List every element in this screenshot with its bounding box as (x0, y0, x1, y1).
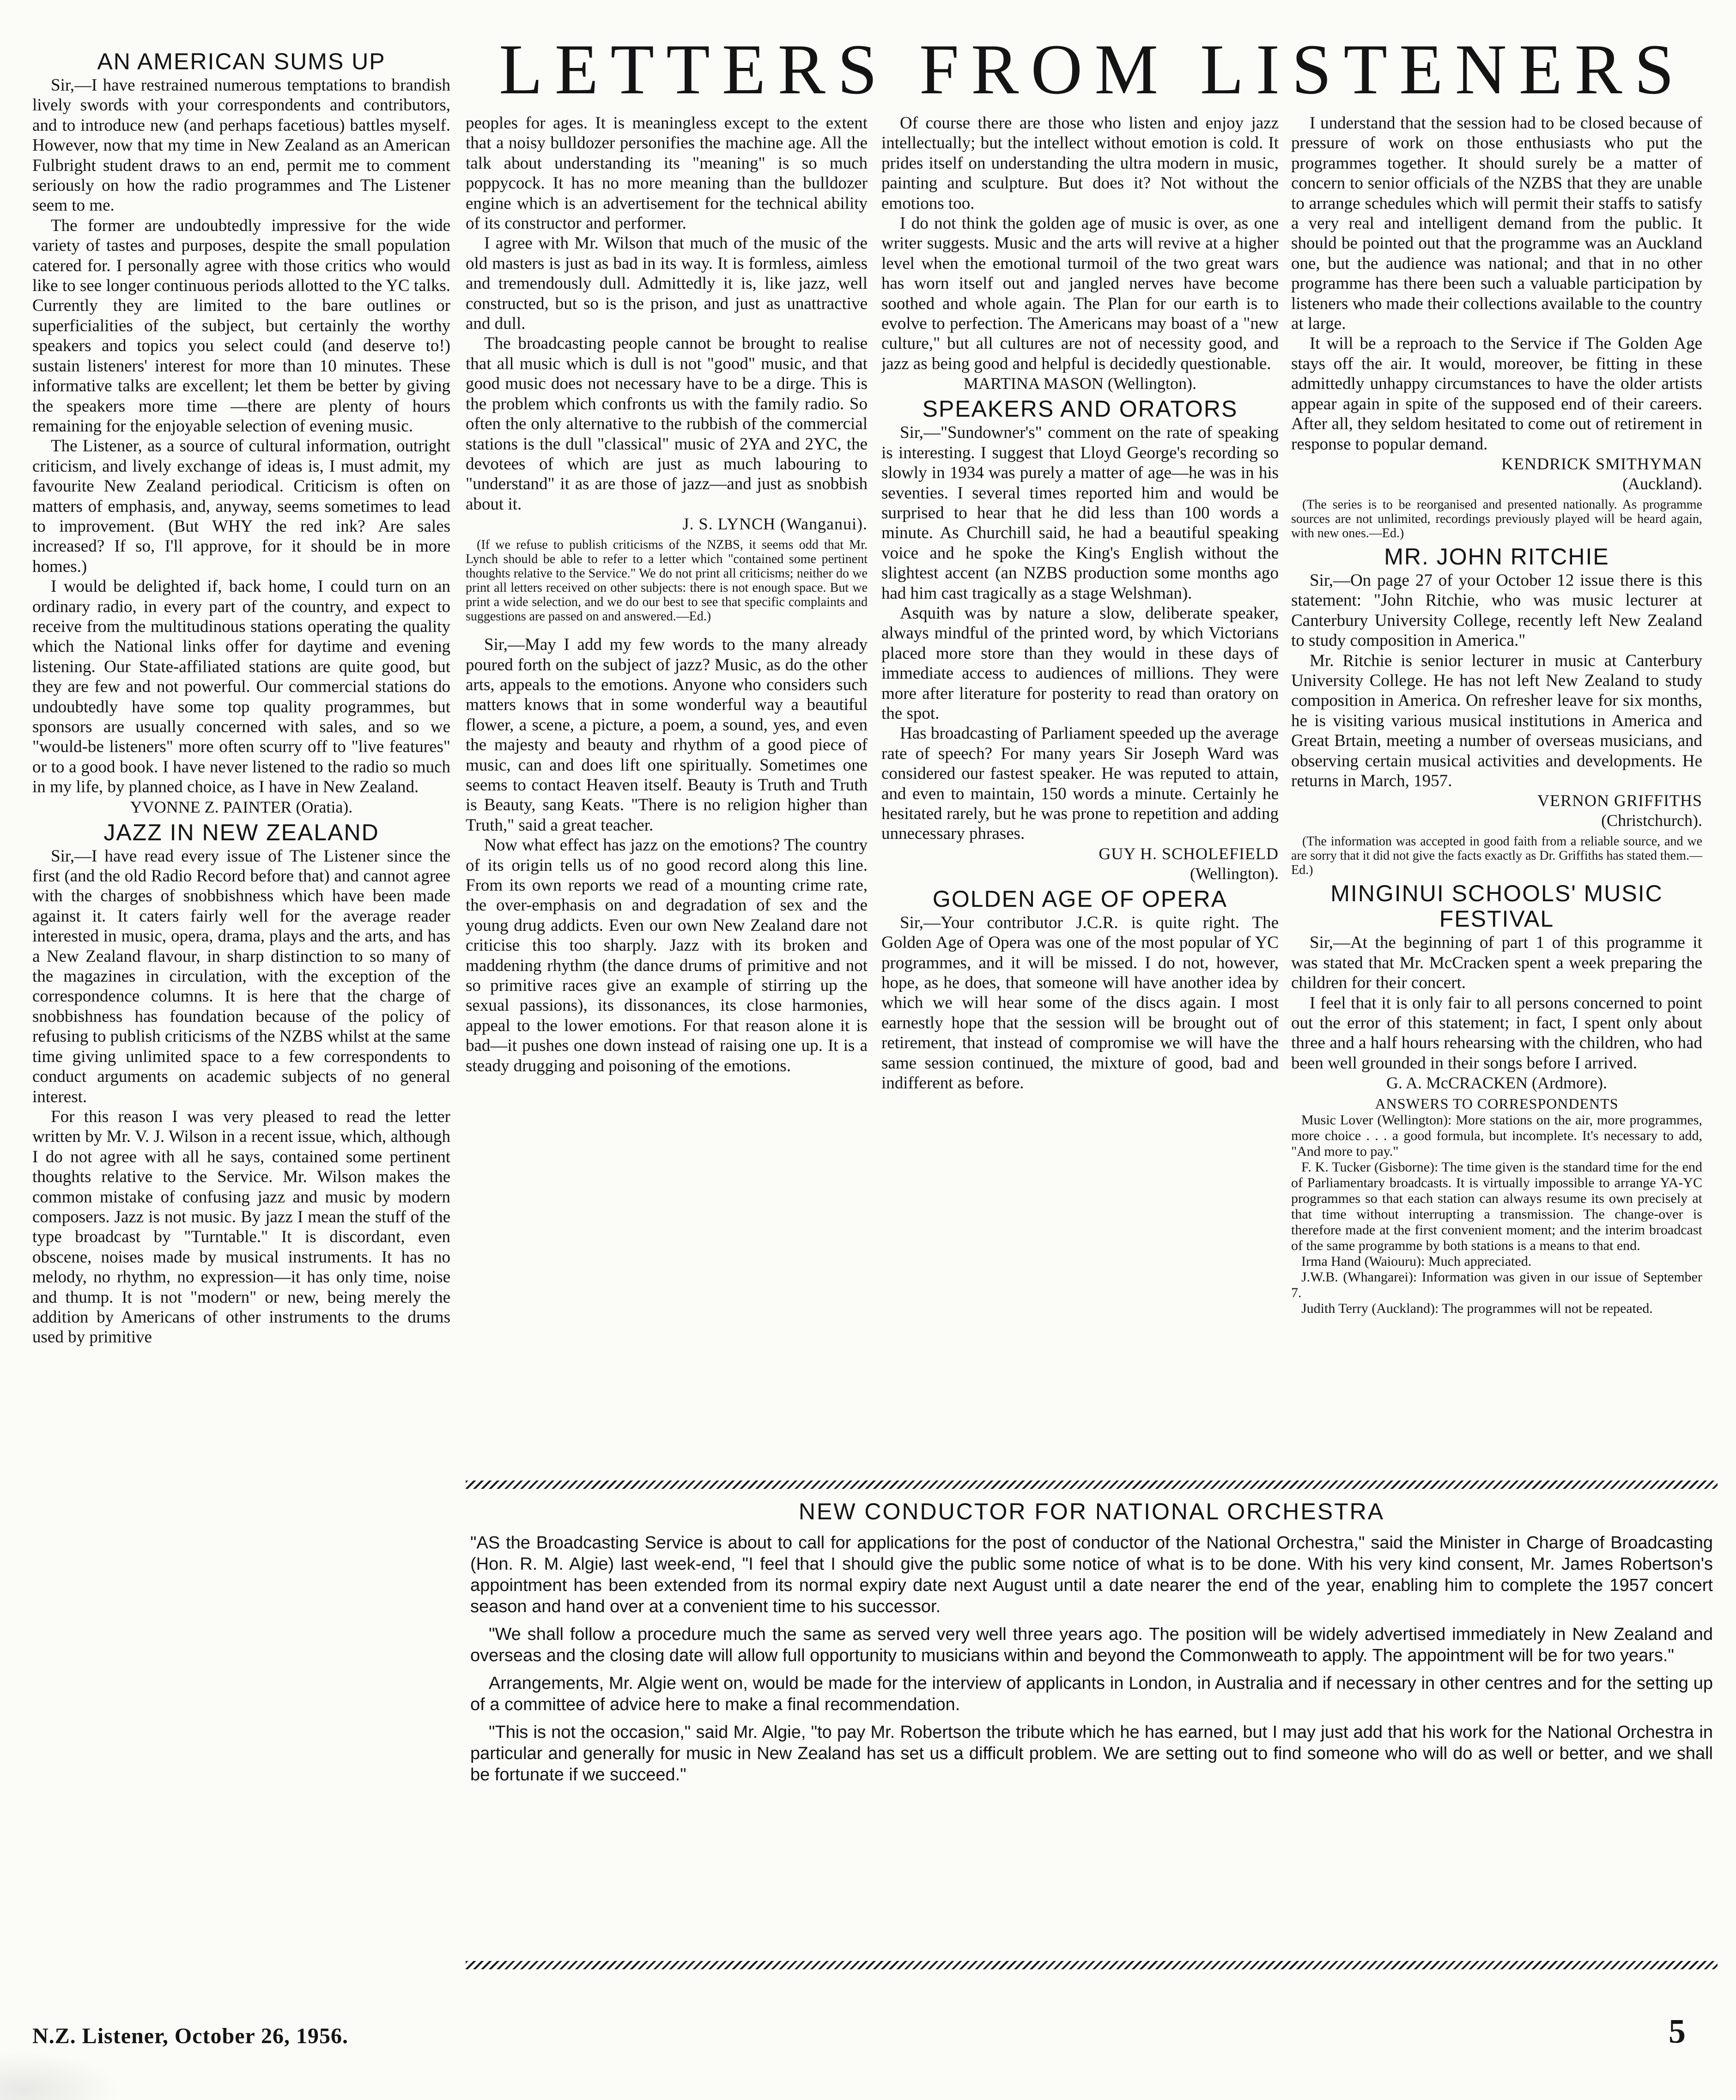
paragraph: For this reason I was very pleased to read the letter written by Mr. V. J. Wilson in a recent issue, which, although I do not agree with all he says, contained some pertinent thoughts relative to the Service. Mr. Wilson makes the common mistake of confusing jazz and music by modern composers. Jazz is not music. By jazz I mean the stuff of the type broadcast by "Turntable." It is discordant, even obscene, noises made by musical instruments. It has no melody, no rhythm, no expression—it has only time, noise and thump. It is not "modern" or new, being merely the addition by Americans of other instruments to the drums used by primitive (32, 1107, 450, 1347)
box-title: NEW CONDUCTOR FOR NATIONAL ORCHESTRA (798, 1499, 1385, 1524)
paragraph: The former are undoubtedly impressive for the wide variety of tastes and purposes, despite the small population catered for. I personally agree with those critics who would like to see longer continuous periods allotted to the YC talks. Currently they are limited to the bare outlines or superficialities of the subject, but certainly the worthy speakers and topics you select could (and deserve to!) sustain listeners' interest for more than 10 minutes. These informative talks are excellent; let them be better by giving the speakers more time —there are plenty of hours remaining for the enjoyable selection of evening music. (32, 216, 450, 436)
signature: MARTINA MASON (Wellington). (964, 374, 1196, 393)
paragraph: Sir,—At the beginning of part 1 of this programme it was stated that Mr. McCracken spent a week preparing the children for their concert. (1291, 933, 1702, 993)
heading-speakers-and-orators: SPEAKERS AND ORATORS (922, 396, 1238, 422)
column-1 (32, 46, 450, 1347)
answer-item: Irma Hand (Waiouru): Much appreciated. (1301, 1254, 1532, 1269)
paragraph: "This is not the occasion," said Mr. Algie, "to pay Mr. Robertson the tribute which he has earned, but I may just add that his work for the National Orchestra in particular and generally for music in New Zealand has set us a difficult problem. We are setting out to find someone who will do as well or better, and we shall be fortunate if we succeed." (470, 1723, 1713, 1784)
signature-place: (Auckland). (1622, 474, 1702, 493)
page-number: 5 (1669, 2013, 1686, 2051)
paper-stain (0, 2051, 120, 2100)
paragraph: Now what effect has jazz on the emotions? The country of its origin tells us of no good record along this line. From its own reports we read of a mounting crime rate, the over-emphasis on and degradation of sex and the young drug addicts. Even our own New Zealand dare not criticise this too sharply. Jazz with its broken and maddening rhythm (the dance drums of primitive and not so primitive races give an example of stirring up the sexual passions), its dissonances, its close harmonies, appeal to the lower emotions. For that reason alone it is bad—it pushes one down instead of raising one up. It is a steady drugging and poisoning of the emotions. (466, 836, 868, 1075)
editor-note: (The series is to be reorganised and presented nationally. As programme sources are not unlimited, recordings previously played will be heard again, with new ones.—Ed.) (1291, 497, 1702, 540)
paragraph: I would be delighted if, back home, I could turn on an ordinary radio, in every part of the country, and expect to receive from the multitudinous stations operating the quality which the National links offer for daytime and evening listening. Our State-affiliated stations are quite good, but they are few and not powerful. Our commercial stations do undoubtedly have some top quality programmes, but sponsors are usually concerned with sales, and so we "would-be listeners" more often scurry off to "live features" or to a good book. I have never listened to the radio so much in my life, by planned choice, as I have in New Zealand. (32, 577, 450, 797)
answer-item: Music Lover (Wellington): More stations on the air, more programmes, more choice . . . a good formula, but incomplete. It's necessary to add, "And more to pay." (1291, 1112, 1702, 1159)
signature: VERNON GRIFFITHS (1537, 791, 1702, 810)
paragraph: Sir,—I have restrained numerous temptations to brandish lively swords with your correspondents and contributors, and to introduce new (and perhaps facetious) battles myself. However, now that my time in New Zealand as an American Fulbright student draws to an end, permit me to comment seriously on how the radio programmes and The Listener seem to me. (32, 76, 450, 215)
issue-footer: N.Z. Listener, October 26, 1956. (32, 2024, 348, 2048)
signature: GUY H. SCHOLEFIELD (1099, 844, 1279, 863)
heading-mr-john-ritchie: MR. JOHN RITCHIE (1384, 543, 1609, 570)
answers-to-correspondents (1291, 1096, 1702, 1317)
paragraph: "AS the Broadcasting Service is about to call for applications for the post of conductor of the National Orchestra," said the Minister in Charge of Broadcasting (Hon. R. M. Algie) last week-end, "I feel that I should give the public some notice of what is to be done. With his very kind consent, Mr. James Robertson's appointment has been extended from its normal expiry date next August until a date nearer the end of the year, enabling him to complete the 1957 concert season and hand over at a convenient time to his successor. (470, 1533, 1713, 1616)
signature: G. A. McCRACKEN (Ardmore). (1386, 1074, 1607, 1092)
paragraph: "We shall follow a procedure much the same as served very well three years ago. The position will be widely advertised immediately in New Zealand and overseas and the closing date will allow full opportunity to musicians within and beyond the Commonweath to apply. The appointment will be for two years." (470, 1625, 1713, 1665)
masthead-title: LETTERS FROM LISTENERS (499, 30, 1686, 109)
paragraph: I feel that it is only fair to all persons concerned to point out the error of this statement; in fact, I spent only about three and a half hours rehearsing with the children, who had been well grounded in their songs before I arrived. (1291, 993, 1702, 1073)
paragraph: Sir,—I have read every issue of The Listener since the first (and the old Radio Record before that) and cannot agree with the charges of snobbishness which have been made against it. It caters fairly well for the average reader interested in music, opera, drama, plays and the arts, and has a New Zealand flavour, in sharp distinction to so many of the magazines in circulation, with the exception of the correspondence columns. It is here that the charge of snobbishness has foundation because of the policy of refusing to publish criticisms of the NZBS whilst at the same time giving unlimited space to a few correspondents to conduct arguments on academic subjects of no general interest. (32, 846, 450, 1106)
paragraph: Asquith was by nature a slow, deliberate speaker, always mindful of the printed word, by which Victorians placed more store than they would in these days of immediate access to audiences of millions. They were more after literature for posterity to read than oratory on the spot. (881, 603, 1279, 723)
heading-jazz-in-new-zealand: JAZZ IN NEW ZEALAND (103, 819, 379, 845)
column-2 (466, 113, 868, 1474)
wavy-rule-top (466, 1481, 1718, 1489)
paragraph: Sir,—Your contributor J.C.R. is quite right. The Golden Age of Opera was one of the most popular of YC programmes, and it will be missed. I do not, however, hope, as he does, that someone will have another idea by which we will hear some of the discs again. I most earnestly hope that the session will be brought out of retirement, that instead of compromise we will have the same session continued, the mixture of good, bad and indifferent as before. (881, 913, 1279, 1093)
paragraph: The Listener, as a source of cultural information, outright criticism, and lively exchange of ideas is, I must admit, my favourite New Zealand periodical. Criticism is often on matters of emphasis, and, anyway, seems sometimes to lead to improvement. (But WHY the red ink? Are sales increased? If so, I'll approve, for it should be in more homes.) (32, 437, 450, 576)
orchestra-box (466, 1481, 1718, 1973)
paragraph: Of course there are those who listen and enjoy jazz intellectually; but the intellect without emotion is cold. It prides itself on understanding the ultra modern in music, painting and sculpture. But does it? Not without the emotions too. (881, 114, 1279, 213)
editor-note: (The information was accepted in good faith from a reliable source, and we are sorry that it did not give the facts exactly as Dr. Griffiths has stated them.—Ed.) (1291, 834, 1702, 878)
signature-place: (Wellington). (1190, 864, 1279, 883)
signature-place: (Christchurch). (1601, 811, 1702, 830)
paragraph: I understand that the session had to be closed because of pressure of work on those enthusiasts who put the programmes together. It should surely be a matter of concern to senior officials of the NZBS that they are unable to arrange schedules which will permit their staffs to satisfy a very real and intelligent demand from the public. It should be pointed out that the programme was an Auckland one, but the audience was national; and that in no other programme has there been such a valuable participation by listeners who made their collections available to the country at large. (1291, 114, 1702, 334)
paragraph: Mr. Ritchie is senior lecturer in music at Canterbury University College. He has not left New Zealand to study composition in America. On refresher leave for six months, he is visiting various musical institutions in America and Great Brtain, meeting a number of overseas musicians, and observing certain musical activities and developments. He returns in March, 1957. (1291, 651, 1702, 790)
wavy-rule-bottom (466, 1961, 1718, 1969)
paragraph: Arrangements, Mr. Algie went on, would be made for the interview of applicants in London, in Australia and if necessary in other centres and for the setting up of a committee of advice here to make a final recommendation. (470, 1674, 1713, 1714)
paragraph: Has broadcasting of Parliament speeded up the average rate of speech? For many years Sir Joseph Ward was considered our fastest speaker. He was reputed to attain, and even to maintain, 150 words a minute. Certainly he hesitated rarely, but he was prone to repetition and adding unnecessary phrases. (881, 724, 1279, 844)
signature: YVONNE Z. PAINTER (Oratia). (130, 797, 353, 816)
answer-item: J.W.B. (Whangarei): Information was given in our issue of September 7. (1291, 1269, 1702, 1301)
heading-golden-age-of-opera: GOLDEN AGE OF OPERA (932, 886, 1228, 912)
heading-minginui-music-festival: MINGINUI SCHOOLS' MUSIC FESTIVAL (1330, 880, 1663, 932)
paragraph: Sir,—"Sundowner's" comment on the rate of speaking is interesting. I suggest that Lloyd George's recording so slowly in 1934 was purely a matter of age—he was in his seventies. I several times reported him and would be surprised to hear that he did less than 100 words a minute. As Churchill said, he had a beautiful speaking voice and he spoke the King's English without the slightest accent (an NZBS production some months ago had him cast tragically as a stage Welshman). (881, 423, 1279, 603)
paragraph: The broadcasting people cannot be brought to realise that all music which is dull is not "good" music, and that good music does not necessary have to be a dirge. This is the problem which confronts us with the family radio. So often the only alternative to the rubbish of the commercial stations is the dull "classical" music of 2YA and 2YC, the devotees of which are just as much labouring to "understand" it as are those of jazz—and just as snobbish about it. (466, 334, 868, 514)
paragraph: I do not think the golden age of music is over, as one writer suggests. Music and the arts will revive at a higher level when the emotional turmoil of the two great wars has worn itself out and jangled nerves have become soothed and whole again. The Plan for our earth is to evolve to perfection. The Americans may boast of a "new culture," but all cultures are not of necessity good, and jazz as being good and helpful is decidedly questionable. (881, 214, 1279, 373)
heading-american-sums-up: AN AMERICAN SUMS UP (97, 49, 386, 74)
paragraph: peoples for ages. It is meaningless except to the extent that a noisy bulldozer personifies the machine age. All the talk about understanding its "meaning" is so much poppycock. It has no more meaning than the bulldozer engine which is an advertisement for the technical ability of its constructor and performer. (466, 114, 868, 233)
editor-note: (If we refuse to publish criticisms of the NZBS, it seems odd that Mr. Lynch should be able to refer to a letter which "contained some pertinent thoughts relative to the Service." We do not print all criticisms; neither do we print all letters received on other subjects: there is not enough space. But we print a wide selection, and we do our best to see that specific complaints and suggestions are passed on and answered.—Ed.) (466, 538, 868, 624)
signature: KENDRICK SMITHYMAN (1501, 454, 1702, 473)
signature: J. S. LYNCH (Wanganui). (682, 515, 868, 534)
answers-heading: ANSWERS TO CORRESPONDENTS (1375, 1095, 1619, 1112)
paragraph: I agree with Mr. Wilson that much of the music of the old masters is just as bad in its way. It is formless, aimless and tremendously dull. Admittedly it is, like jazz, well constructed, but so is the prison, and just as unattractive and dull. (466, 234, 868, 334)
paragraph: It will be a reproach to the Service if The Golden Age stays off the air. It would, moreover, be fitting in these admittedly unhappy circumstances to have the older artists appear again in spite of the supposed end of their careers. After all, they seldom hesitated to come out of retirement in response to popular demand. (1291, 334, 1702, 454)
answer-item: F. K. Tucker (Gisborne): The time given is the standard time for the end of Parliamentary broadcasts. It is virtually impossible to arrange YA-YC programmes so that each station can always resume its own precisely at that time without interrupting a transmission. The change-over is therefore made at the first convenient moment; and the interim broadcast of the same programme by both stations is a means to that end. (1291, 1159, 1702, 1254)
box-body (470, 1532, 1713, 1792)
answer-item: Judith Terry (Auckland): The programmes will not be repeated. (1301, 1301, 1653, 1317)
column-3 (881, 113, 1279, 1474)
paragraph: Sir,—On page 27 of your October 12 issue there is this statement: "John Ritchie, who was music lecturer at Canterbury University College, recently left New Zealand to study composition in America." (1291, 571, 1702, 650)
paragraph: Sir,—May I add my few words to the many already poured forth on the subject of jazz? Music, as do the other arts, appeals to the emotions. Anyone who considers such matters knows that in some wonderful way a beautiful flower, a scene, a picture, a poem, a sound, yes, and even the majesty and beauty and rhythm of a good piece of music, can and does lift one spiritually. Sometimes one seems to contact Heaven itself. Beauty is Truth and Truth is Beauty, sang Keats. "There is no religion higher than Truth," said a great teacher. (466, 635, 868, 835)
